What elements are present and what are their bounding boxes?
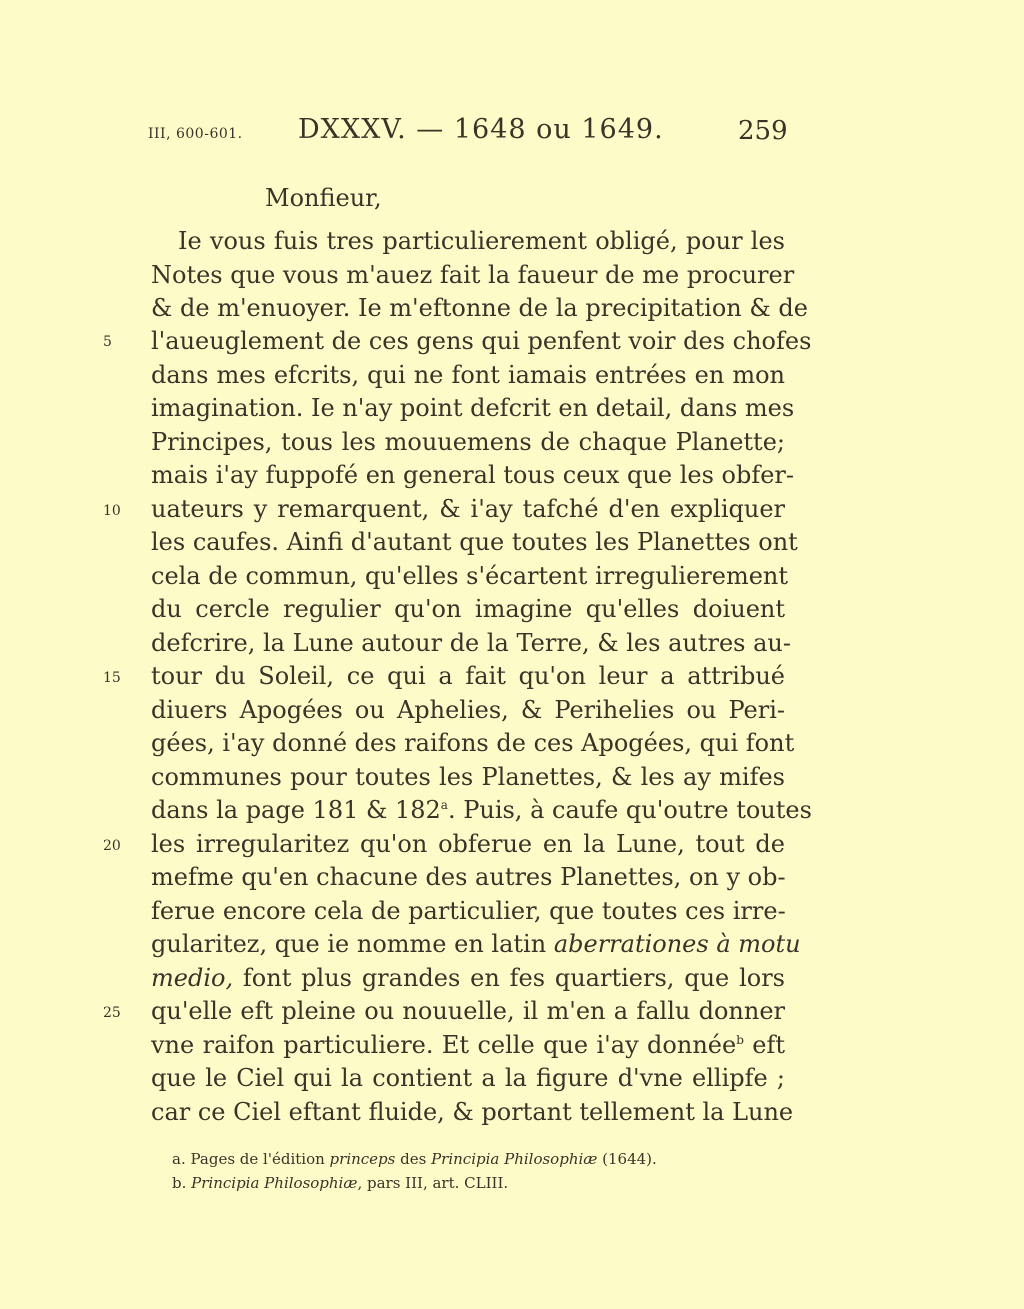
letter-title: DXXXV. — 1648 ou 1649. <box>298 114 664 145</box>
text-line: cela de commun, qu'elles s'écartent irregulierement <box>151 562 789 590</box>
text-line: dans mes efcrits, qui ne font iamais entrées en mon <box>151 361 785 389</box>
footnote-marker-a: a <box>440 798 448 812</box>
footnote-italic: Principia Philosophiæ <box>191 1174 358 1192</box>
text-line: mais i'ay fuppofé en general tous ceux que les obfer- <box>151 461 795 489</box>
footnote-text: (1644). <box>597 1150 657 1168</box>
text-line: car ce Ciel eftant fluide, & portant tellement la Lune <box>151 1098 794 1126</box>
text-segment: eft <box>743 1031 786 1059</box>
text-line: communes pour toutes les Planettes, & les ay mifes <box>151 763 785 791</box>
line-number: 15 <box>103 670 121 686</box>
text-segment: dans la page 181 & 182 <box>151 796 441 824</box>
footnote-b <box>172 1174 657 1198</box>
footnote-text: Pages de l'édition <box>190 1150 330 1168</box>
running-head <box>0 112 1024 152</box>
footnotes <box>172 1150 657 1198</box>
line-number: 10 <box>103 503 121 519</box>
footnote-a <box>172 1150 657 1174</box>
text-line: tour du Soleil, ce qui a fait qu'on leur a attribué <box>151 662 785 690</box>
footnote-label: a. <box>172 1150 186 1168</box>
text-line: ferue encore cela de particulier, que toutes ces irre- <box>151 897 786 925</box>
footnote-text: des <box>395 1150 432 1168</box>
text-line <box>151 964 785 998</box>
salutation: Monfieur, <box>265 184 382 212</box>
text-line: que le Ciel qui la contient a la figure d'vne ellipfe ; <box>151 1064 785 1092</box>
text-segment: vne raifon particuliere. Et celle que i'ay donnée <box>151 1031 737 1059</box>
text-line: Ie vous fuis tres particulierement obligé, pour les <box>178 227 785 255</box>
text-line: defcrire, la Lune autour de la Terre, & les autres au- <box>151 629 791 657</box>
footnote-label: b. <box>172 1174 187 1192</box>
text-segment: . Puis, à caufe qu'outre toutes <box>447 796 812 824</box>
text-line: mefme qu'en chacune des autres Planettes, on y ob- <box>151 863 786 891</box>
text-line: les caufes. Ainfi d'autant que toutes les Planettes ont <box>151 528 798 556</box>
latin-phrase: medio, <box>151 964 234 992</box>
text-line: imagination. Ie n'ay point defcrit en detail, dans mes <box>151 394 795 422</box>
text-line: du cercle regulier qu'on imagine qu'elles doiuent <box>151 595 785 623</box>
text-line: diuers Apogées ou Aphelies, & Perihelies ou Peri- <box>151 696 785 724</box>
footnote-marker-b: b <box>736 1033 744 1047</box>
footnote-italic: Principia Philosophiæ <box>431 1150 598 1168</box>
footnote-italic: princeps <box>329 1150 396 1168</box>
line-number: 5 <box>103 334 112 350</box>
text-line <box>151 930 801 964</box>
line-number: 25 <box>103 1005 121 1021</box>
latin-phrase: aberrationes à motu <box>553 930 801 958</box>
text-line: Notes que vous m'auez fait la faueur de me procurer <box>151 261 795 289</box>
text-line: & de m'enuoyer. Ie m'eftonne de la precipitation & de <box>151 294 808 322</box>
text-line: qu'elle eft pleine ou nouuelle, il m'en a fallu donner <box>151 997 785 1025</box>
footnote-text: , pars III, art. CLIII. <box>357 1174 509 1192</box>
text-line: les irregularitez qu'on obferue en la Lune, tout de <box>151 830 785 858</box>
text-line: gées, i'ay donné des raifons de ces Apogées, qui font <box>151 729 795 757</box>
text-line: Principes, tous les mouuemens de chaque Planette; <box>151 428 785 456</box>
volume-reference: III, 600-601. <box>148 126 243 142</box>
text-segment: gularitez, que ie nomme en latin <box>151 930 547 958</box>
page-number: 259 <box>738 116 788 146</box>
text-line <box>151 796 812 830</box>
text-segment: font plus grandes en fes quartiers, que lors <box>233 964 785 992</box>
line-number: 20 <box>103 838 121 854</box>
text-line <box>151 1031 785 1065</box>
text-line: l'aueuglement de ces gens qui penfent voir des chofes <box>151 327 812 355</box>
text-line: uateurs y remarquent, & i'ay tafché d'en expliquer <box>151 495 785 523</box>
